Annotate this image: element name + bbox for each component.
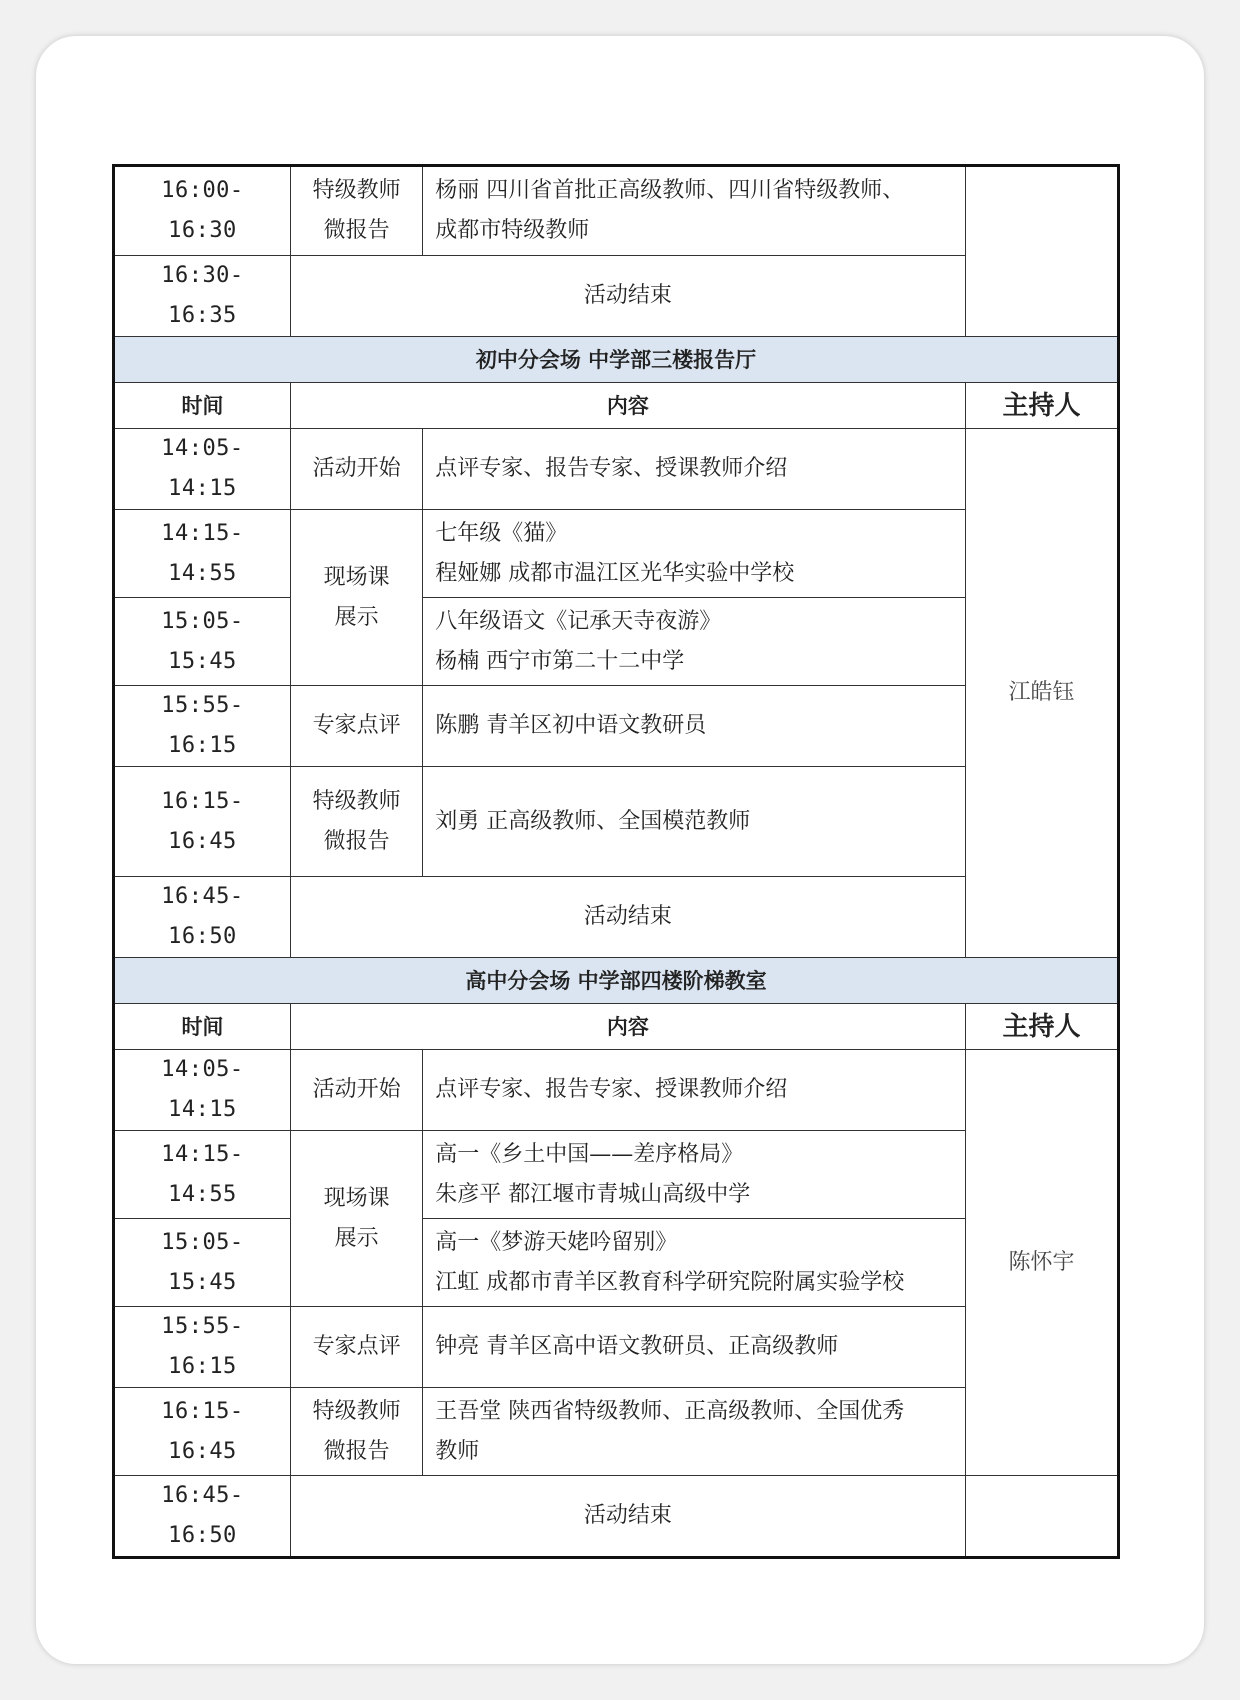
section-header-row (114, 337, 1119, 383)
type-cell (290, 510, 422, 686)
content-line: 七年级《猫》 (435, 520, 568, 546)
activity-end-cell: 活动结束 (290, 256, 965, 337)
type-line: 展示 (334, 604, 379, 630)
content-line: 王吾堂 陕西省特级教师、正高级教师、全国优秀 (435, 1398, 905, 1424)
type-cell (290, 1131, 422, 1307)
time-cell: 16:15-16:45 (114, 767, 291, 877)
table-row (114, 166, 1119, 256)
content-cell (423, 1388, 966, 1476)
header-time: 时间 (114, 1004, 291, 1050)
time-cell: 15:05-15:45 (114, 598, 291, 686)
type-cell: 活动开始 (290, 1050, 422, 1131)
document-page (36, 36, 1204, 1664)
table-row (114, 1476, 1119, 1558)
time-cell: 16:45-16:50 (114, 877, 291, 958)
content-cell: 陈鹏 青羊区初中语文教研员 (423, 686, 966, 767)
time-cell: 14:15-14:55 (114, 1131, 291, 1219)
time-cell: 16:00-16:30 (114, 166, 291, 256)
content-cell: 点评专家、报告专家、授课教师介绍 (423, 1050, 966, 1131)
content-cell: 刘勇 正高级教师、全国模范教师 (423, 767, 966, 877)
host-cell (965, 1476, 1118, 1558)
column-header-row (114, 383, 1119, 429)
content-line: 程娅娜 成都市温江区光华实验中学校 (435, 560, 795, 586)
header-content: 内容 (290, 383, 965, 429)
time-cell: 16:45-16:50 (114, 1476, 291, 1558)
content-cell: 点评专家、报告专家、授课教师介绍 (423, 429, 966, 510)
content-line: 江虹 成都市青羊区教育科学研究院附属实验学校 (435, 1269, 905, 1295)
table-row (114, 1050, 1119, 1131)
time-cell: 16:15-16:45 (114, 1388, 291, 1476)
table-row (114, 429, 1119, 510)
content-cell (423, 166, 966, 256)
type-line: 微报告 (323, 218, 390, 243)
type-cell: 活动开始 (290, 429, 422, 510)
type-cell: 专家点评 (290, 1307, 422, 1388)
content-line: 朱彦平 都江堰市青城山高级中学 (435, 1181, 751, 1207)
section-header-row (114, 958, 1119, 1004)
header-content: 内容 (290, 1004, 965, 1050)
column-header-row (114, 1004, 1119, 1050)
header-host: 主持人 (965, 1004, 1118, 1050)
activity-end-cell: 活动结束 (290, 877, 965, 958)
type-line: 微报告 (323, 828, 390, 854)
type-line: 现场课 (323, 1185, 390, 1211)
type-line: 特级教师 (312, 788, 401, 814)
section-title: 初中分会场 中学部三楼报告厅 (114, 337, 1119, 383)
time-cell: 14:05-14:15 (114, 429, 291, 510)
content-cell (423, 598, 966, 686)
time-cell: 15:55-16:15 (114, 1307, 291, 1388)
content-line: 八年级语文《记承天寺夜游》 (435, 608, 722, 634)
header-time: 时间 (114, 383, 291, 429)
type-line: 微报告 (323, 1438, 390, 1464)
time-cell: 16:30-16:35 (114, 256, 291, 337)
content-cell (423, 510, 966, 598)
content-line: 杨丽 四川省首批正高级教师、四川省特级教师、 (435, 178, 905, 203)
content-cell (423, 1219, 966, 1307)
content-cell (423, 1131, 966, 1219)
type-line: 特级教师 (312, 178, 401, 203)
schedule-table (112, 164, 1120, 1559)
type-cell: 专家点评 (290, 686, 422, 767)
content-line: 成都市特级教师 (435, 218, 590, 243)
type-line: 特级教师 (312, 1398, 401, 1424)
time-cell: 15:55-16:15 (114, 686, 291, 767)
type-cell (290, 1388, 422, 1476)
type-line: 现场课 (323, 564, 390, 590)
content-line: 高一《梦游天姥吟留别》 (435, 1229, 678, 1255)
content-cell: 钟亮 青羊区高中语文教研员、正高级教师 (423, 1307, 966, 1388)
time-cell: 15:05-15:45 (114, 1219, 291, 1307)
type-cell (290, 166, 422, 256)
content-line: 高一《乡土中国——差序格局》 (435, 1141, 744, 1167)
host-name: 江皓钰 (965, 429, 1118, 958)
activity-end-cell: 活动结束 (290, 1476, 965, 1558)
host-name: 陈怀宇 (965, 1050, 1118, 1476)
section-title: 高中分会场 中学部四楼阶梯教室 (114, 958, 1119, 1004)
time-cell: 14:05-14:15 (114, 1050, 291, 1131)
header-host: 主持人 (965, 383, 1118, 429)
type-cell (290, 767, 422, 877)
content-line: 教师 (435, 1438, 480, 1464)
content-line: 杨楠 西宁市第二十二中学 (435, 648, 685, 674)
host-cell (965, 166, 1118, 337)
type-line: 展示 (334, 1225, 379, 1251)
time-cell: 14:15-14:55 (114, 510, 291, 598)
